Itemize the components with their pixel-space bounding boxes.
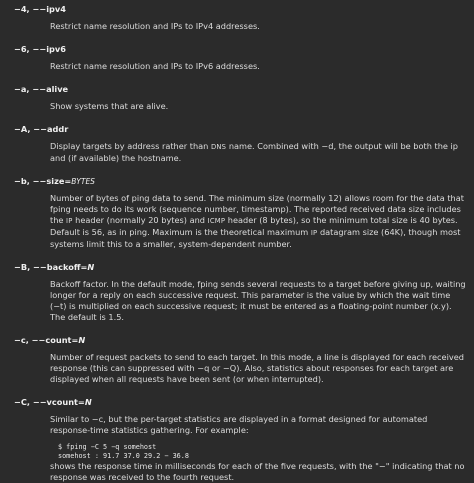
option-backoff: −B, −−backoff=N <box>14 262 95 272</box>
description-text: Show systems that are alive. <box>50 101 169 111</box>
option-ipv4: −4, −−ipv4 <box>14 4 66 14</box>
code-line: $ fping −C 5 −q somehost <box>58 443 157 451</box>
option-alive: −a, −−alive <box>14 84 69 94</box>
option-addr: −A, −−addr <box>14 124 69 134</box>
option-alive-description <box>50 101 466 112</box>
option-size-description <box>50 193 466 250</box>
description-text: Restrict name resolution and IPs to IPv6 addresses. <box>50 61 260 71</box>
code-line: somehost : 91.7 37.0 29.2 − 36.8 <box>58 452 189 460</box>
option-backoff-description <box>50 279 466 323</box>
option-vcount: −C, −−vcount=N <box>14 397 92 407</box>
option-ipv4-description <box>50 21 466 32</box>
option-size: −b, −−size=BYTES <box>14 176 95 186</box>
option-vcount-description <box>50 414 466 483</box>
description-text: Number of request packets to send to each target. In this mode, a line is displayed for each received response (this can suppressed with −q or −Q). Also, statistics about responses for each target are displayed when all requests have been sent (or when interrupted). <box>50 352 464 384</box>
option-count-description <box>50 352 466 385</box>
option-ipv6-description <box>50 61 466 72</box>
description-text: shows the response time in milliseconds for each of the five requests, with the "−" indicating that no response was received to the fourth request. <box>50 461 465 482</box>
option-ipv6: −6, −−ipv6 <box>14 44 66 54</box>
code-example <box>58 443 466 461</box>
description-text: Backoff factor. In the default mode, fping sends several requests to a target before giving up, waiting longer for a reply on each successive request. This parameter is the value by which the wait time (−t) is multiplied on each successive request; it must be entered as a floating-point number (x.y). The default is 1.5. <box>50 279 466 322</box>
description-text: Number of bytes of ping data to send. The minimum size (normally 12) allows room for the data that fping needs to do its work (sequence number, timestamp). The reported received data size includes the IP header (normally 20 bytes) and ICMP header (8 bytes), so the minimum total size is 40 bytes. Default is 56, as in ping. Maximum is the theoretical maximum IP datagram size (64K), though most systems limit this to a smaller, system-dependent number. <box>50 193 464 249</box>
description-text: Display targets by address rather than DNS name. Combined with −d, the output will be both the ip and (if available) the hostname. <box>50 141 458 163</box>
description-text: Similar to −c, but the per-target statistics are displayed in a format designed for automated response-time statistics gathering. For example: <box>50 414 428 435</box>
description-text: Restrict name resolution and IPs to IPv4 addresses. <box>50 21 260 31</box>
option-count: −c, −−count=N <box>14 335 86 345</box>
option-addr-description <box>50 141 466 164</box>
